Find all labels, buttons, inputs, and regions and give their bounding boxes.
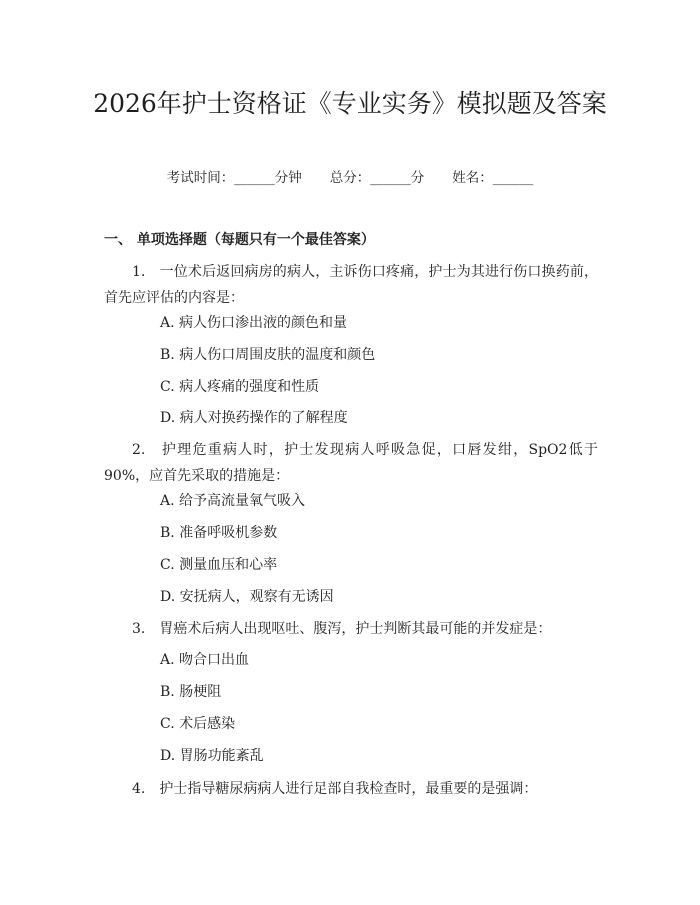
exam-time-field: 考试时间：______分钟 — [166, 170, 302, 186]
question-2-option-b: B. 准备呼吸机参数 — [160, 525, 278, 541]
question-3-option-c: C. 术后感染 — [160, 716, 236, 732]
question-1-option-d: D. 病人对换药操作的了解程度 — [160, 410, 348, 426]
question-1-option-c: C. 病人疼痛的强度和性质 — [160, 379, 320, 395]
total-score-field: 总分：______分 — [329, 170, 425, 186]
question-1: 1. 一位术后返回病房的病人，主诉伤口疼痛，护士为其进行伤口换药前，首先应评估的内容是： — [104, 264, 598, 306]
question-2: 2. 护理危重病人时，护士发现病人呼吸急促，口唇发绀，SpO2低于90%，应首先采取的措施是： — [104, 442, 598, 484]
document-title: 2026年护士资格证《专业实务》模拟题及答案 — [93, 89, 607, 118]
question-2-option-d: D. 安抚病人，观察有无诱因 — [160, 589, 334, 605]
question-2-option-a: A. 给予高流量氧气吸入 — [160, 493, 306, 509]
question-1-option-a: A. 病人伤口渗出液的颜色和量 — [160, 315, 348, 331]
question-4: 4. 护士指导糖尿病病人进行足部自我检查时，最重要的是强调： — [132, 781, 538, 797]
question-3-option-a: A. 吻合口出血 — [160, 652, 250, 668]
question-3-option-b: B. 肠梗阻 — [160, 684, 222, 700]
question-2-option-c: C. 测量血压和心率 — [160, 557, 278, 573]
question-3-option-d: D. 胃肠功能紊乱 — [160, 748, 264, 764]
exam-info-line — [0, 168, 700, 188]
name-field: 姓名：______ — [452, 170, 534, 186]
question-3: 3. 胃癌术后病人出现呕吐、腹泻，护士判断其最可能的并发症是： — [132, 621, 552, 637]
section-heading: 一、 单项选择题（每题只有一个最佳答案） — [104, 232, 375, 248]
question-1-option-b: B. 病人伤口周围皮肤的温度和颜色 — [160, 347, 376, 363]
